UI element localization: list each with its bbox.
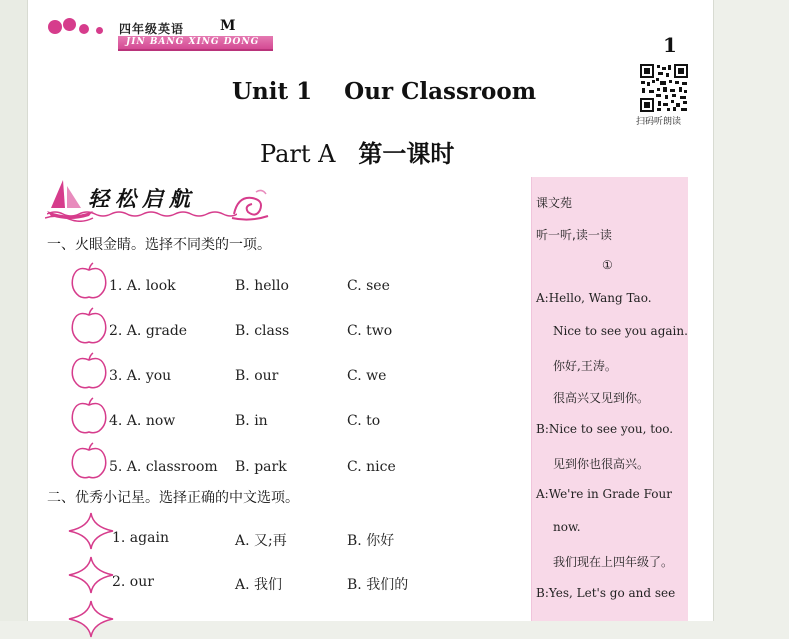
s2-item-1-a: A. 又;再 [235,533,287,549]
dialogue-line: 很高兴又见到你。 [553,391,650,405]
s1-item-1-a: 1. A. look [109,278,176,294]
s2-item-1-b: B. 你好 [347,533,395,549]
sidebar-number: ① [602,258,613,272]
star-answer-box-icon[interactable] [67,555,115,595]
apple-answer-box-icon[interactable] [69,351,109,391]
section-1-title: 一、火眼金睛。选择不同类的一项。 [47,237,271,253]
page-number: 1 [663,33,677,57]
lesson-label: 第一课时 [358,140,455,168]
s1-item-3-b: B. our [235,368,279,384]
apple-answer-box-icon[interactable] [69,441,109,481]
s1-item-1-c: C. see [347,278,390,294]
s2-item-1-word: 1. again [112,530,169,546]
s1-item-2-a: 2. A. grade [109,323,188,339]
s1-item-2-b: B. class [235,323,290,339]
dialogue-line: A:We're in Grade Four [536,487,672,501]
dialogue-line: 我们现在上四年级了。 [553,555,674,569]
apple-answer-box-icon[interactable] [69,261,109,301]
sidebar-heading: 课文苑 [536,196,573,210]
viewer-background-left [0,0,27,621]
s1-item-4-a: 4. A. now [109,413,176,429]
part-label: Part A [260,140,336,168]
qr-code-icon[interactable] [639,63,689,113]
apple-answer-box-icon[interactable] [69,396,109,436]
qr-caption: 扫码听朗读 [636,117,682,127]
s1-item-3-c: C. we [347,368,387,384]
section-2-title: 二、优秀小记星。选择正确的中文选项。 [47,490,299,506]
star-answer-box-icon[interactable] [67,511,115,551]
dialogue-line: 见到你也很高兴。 [553,457,650,471]
s1-item-5-c: C. nice [347,459,396,475]
viewer-background-right [714,0,789,621]
series-name: JIN BANG XING DONG [126,37,260,47]
s2-item-2-b: B. 我们的 [347,577,409,593]
sidebar-instruction: 听一听,读一读 [536,228,612,242]
s1-item-5-a: 5. A. classroom [109,459,218,475]
dialogue-line: B:Yes, Let's go and see [536,586,676,600]
banner-underline [47,208,237,220]
dialogue-line: now. [553,520,581,534]
dialogue-line: 你好,王涛。 [553,359,617,373]
s2-item-2-word: 2. our [112,574,154,590]
s1-item-1-b: B. hello [235,278,289,294]
edition-label: M [220,18,236,34]
series-banner [118,36,273,51]
s1-item-5-b: B. park [235,459,287,475]
apple-answer-box-icon[interactable] [69,306,109,346]
dialogue-line: Nice to see you again. [553,324,688,338]
s1-item-4-c: C. to [347,413,381,429]
wave-ornament-icon [230,186,270,222]
s2-item-2-a: A. 我们 [235,577,283,593]
unit-title: Unit 1 Our Classroom [232,78,537,105]
star-answer-box-icon[interactable] [67,599,115,639]
s1-item-4-b: B. in [235,413,268,429]
part-title [260,134,454,169]
banner-title: 轻松启航 [88,186,196,211]
dialogue-line: B:Nice to see you, too. [536,422,674,436]
s1-item-3-a: 3. A. you [109,368,172,384]
grade-label: 四年级英语 [119,22,185,36]
dialogue-line: A:Hello, Wang Tao. [536,291,652,305]
s1-item-2-c: C. two [347,323,393,339]
